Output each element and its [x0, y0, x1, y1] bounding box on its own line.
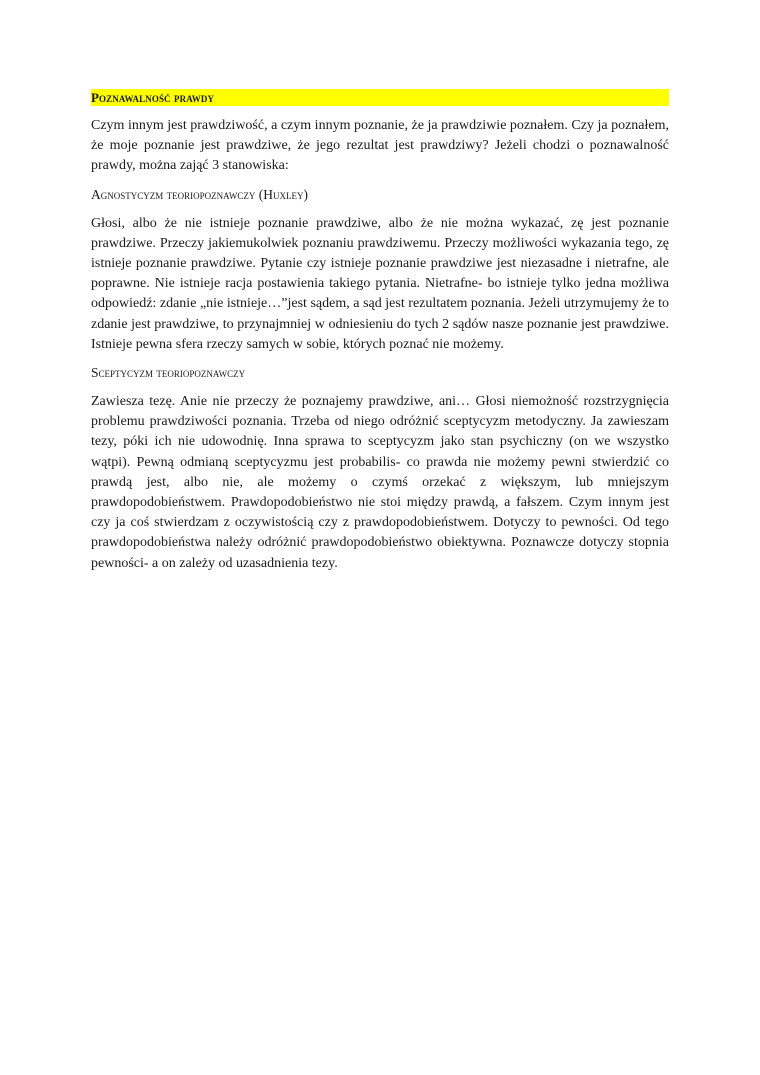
- section-heading-agnosticism: Agnostycyzm teoriopoznawczy (Huxley): [91, 186, 309, 202]
- intro-paragraph: Czym innym jest prawdziwość, a czym innym poznanie, że ja prawdziwie poznałem. Czy ja poznałem, że moje poznanie jest prawdziwe, że jego rezultat jest prawdziwy? Jeżeli chodzi o poznawalność prawdy, można zająć 3 stanowiska:: [91, 118, 669, 174]
- section-paragraph-agnosticism: Głosi, albo że nie istnieje poznanie prawdziwe, albo że nie można wykazać, zę jest poznanie prawdziwe. Przeczy jakiemukolwiek poznaniu prawdziwemu. Przeczy możliwości wykazania tego, zę istnieje poznanie prawdziwe. Pytanie czy istnieje poznanie prawdziwe jest niezasadne i nietrafne, ale poprawne. Nie istnieje racja postawienia takiego pytania. Nietrafne- bo istnieje tylko jedna możliwa odpowiedź: zdanie „nie istnieje…”jest sądem, a sąd jest rezultatem poznania. Jeżeli utrzymujemy że to zdanie jest prawdziwe, to przynajmniej w odniesieniu do tych 2 sądów nasze poznanie jest prawdziwe. Istnieje pewna sfera rzeczy samych w sobie, których poznać nie możemy.: [91, 215, 669, 352]
- section-heading-scepticism: Sceptycyzm teoriopoznawczy: [91, 365, 246, 381]
- document-page: [91, 89, 669, 583]
- document-title: Poznawalność prawdy: [91, 89, 669, 106]
- section-paragraph-scepticism: Zawiesza tezę. Anie nie przeczy że poznajemy prawdziwe, ani… Głosi niemożność rozstrzygnięcia problemu prawdziwości poznania. Trzeba od niego odróżnić sceptycyzm metodyczny. Ja zawieszam tezy, póki ich nie udowodnię. Inna sprawa to sceptycyzm jako stan psychiczny (on we wszystko wątpi). Pewną odmianą sceptycyzmu jest probabilis- co prawda nie możemy pewni stwierdzić co prawdą jest, albo nie, ale możemy o czymś orzekać z większym, lub mniejszym prawdopodobieństwem. Prawdopodobieństwo nie stoi między prawdą, a fałszem. Czym innym jest czy ja coś stwierdzam z oczywistością czy z prawdopodobieństwem. Dotyczy to pewności. Od tego prawdopodobieństwa należy odróżnić prawdopodobieństwo obiektywna. Poznawcze dotyczy stopnia pewności- a on zależy od uzasadnienia tezy.: [91, 394, 669, 571]
